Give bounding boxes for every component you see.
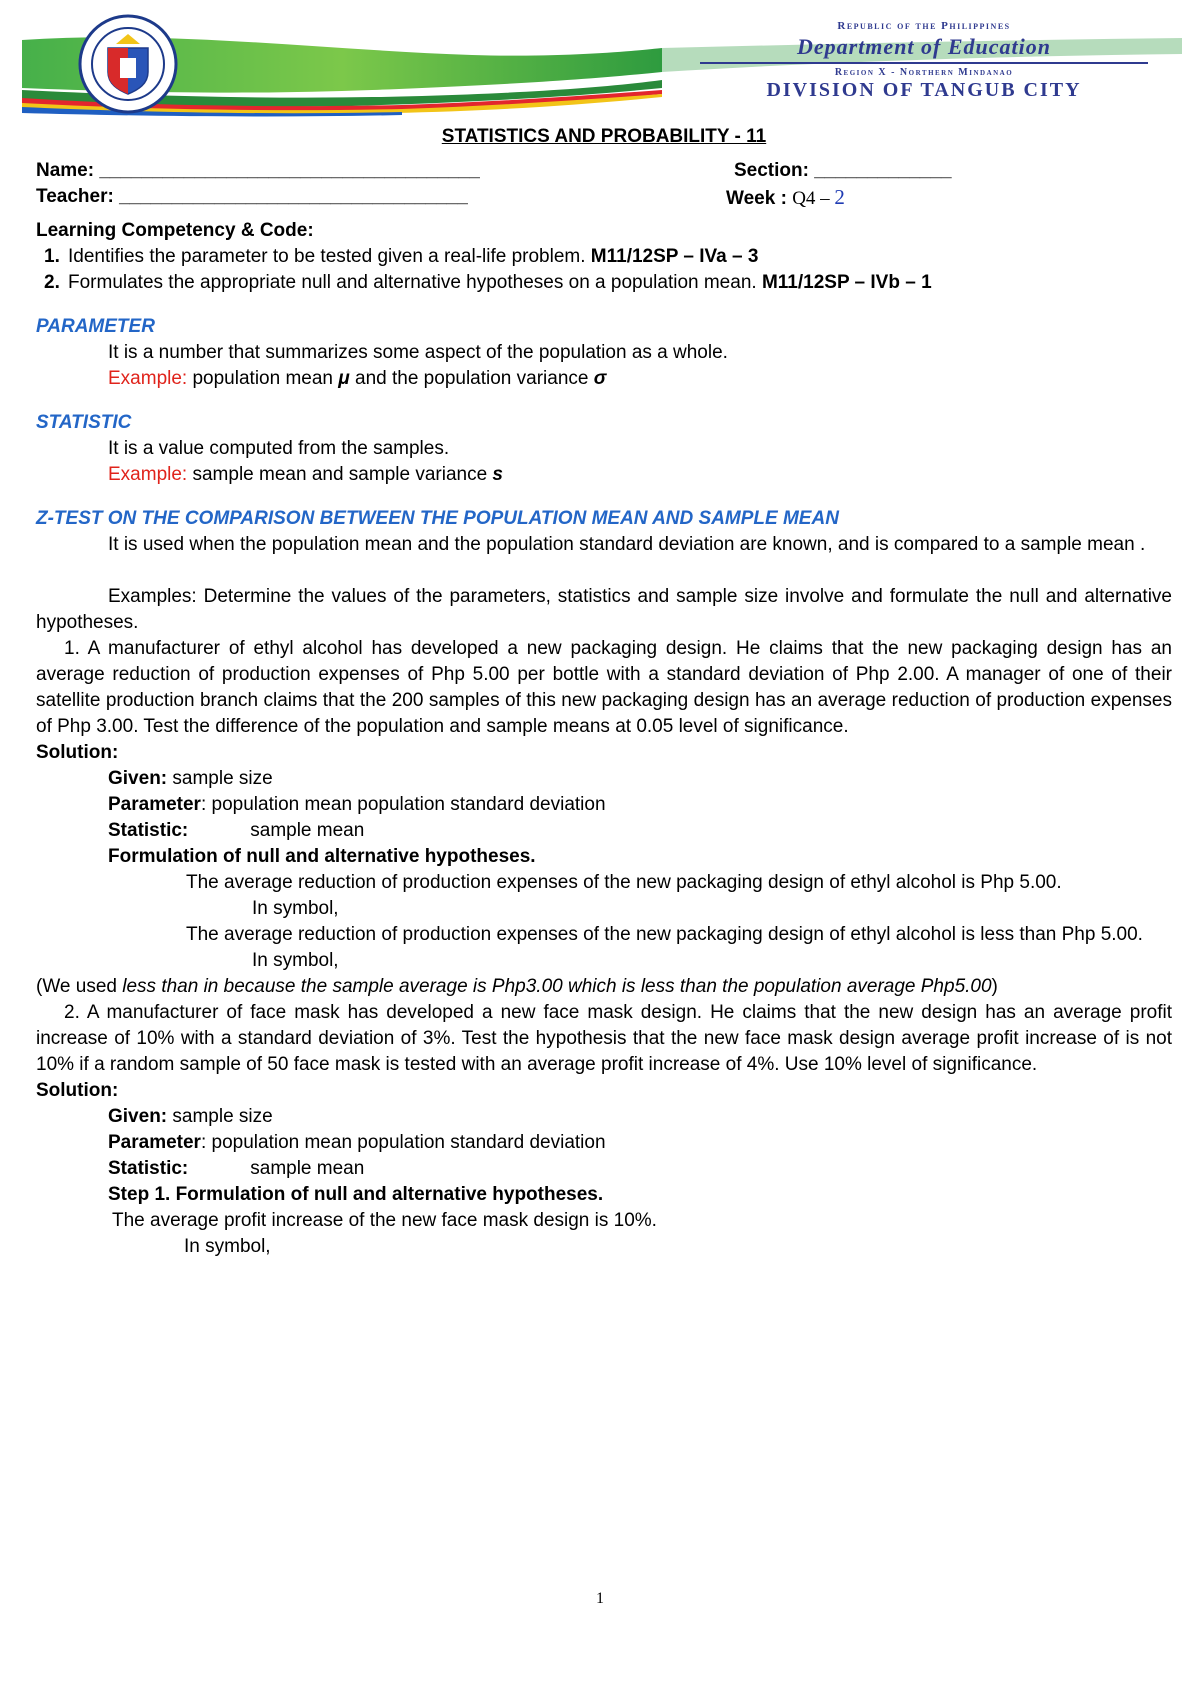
name-field[interactable] bbox=[36, 158, 480, 184]
teacher-line[interactable]: _________________________________ bbox=[119, 186, 468, 207]
given-line bbox=[36, 766, 1172, 792]
note-italic: less than in because the sample average is Php3.00 which is less than the population average Php5.00 bbox=[122, 976, 992, 997]
parameter-text: : population mean population standard deviation bbox=[200, 794, 606, 815]
in-symbol-label: In symbol, bbox=[252, 950, 339, 971]
worksheet-content bbox=[36, 124, 1172, 1260]
page-title: STATISTICS AND PROBABILITY - 11 bbox=[441, 126, 767, 147]
region-label: Region X - Northern Mindanao bbox=[834, 67, 1014, 78]
deped-header bbox=[700, 20, 1148, 102]
section-field[interactable] bbox=[734, 158, 952, 184]
note-text: ) bbox=[991, 976, 998, 997]
null-hypothesis: The average profit increase of the new face mask design is 10%. bbox=[112, 1210, 657, 1231]
student-info bbox=[36, 158, 1172, 210]
week-number: 2 bbox=[834, 185, 845, 209]
statistic-label: Statistic: bbox=[108, 1158, 189, 1179]
competency-item bbox=[40, 244, 1172, 270]
ztest-paragraph: It is used when the population mean and the population standard deviation are known, and is compared to a sample mean . bbox=[108, 534, 1146, 555]
spacer bbox=[36, 558, 1172, 584]
statistic-label: Statistic: bbox=[108, 820, 189, 841]
week-value: Q4 – bbox=[792, 188, 835, 209]
given-label: Given: bbox=[108, 1106, 168, 1127]
statistic-text: sample mean bbox=[250, 1158, 365, 1179]
alternative-hypothesis: The average reduction of production expenses of the new packaging design of ethyl alcohol is less than Php 5.00. bbox=[186, 924, 1143, 945]
section-line[interactable]: _____________ bbox=[814, 160, 952, 181]
competency-code: M11/12SP – IVa – 3 bbox=[590, 246, 759, 267]
parameter-line bbox=[36, 1130, 1172, 1156]
example-text: sample mean and sample variance bbox=[187, 464, 493, 485]
example-text: and the population variance bbox=[349, 368, 594, 389]
example-2-problem: 2. A manufacturer of face mask has developed a new face mask design. He claims that the new design has an average profit increase of 10% with a standard deviation of 3%. Test the hypothesis that the new face mask design average profit increase of is not 10% if a random sample of 50 face mask is tested with an average profit increase of 4%. Use 10% level of significance. bbox=[36, 1002, 1172, 1075]
example-label: Example: bbox=[108, 368, 188, 389]
statistic-example bbox=[36, 462, 1172, 488]
formulation-heading: Formulation of null and alternative hypotheses. bbox=[108, 846, 536, 867]
given-label: Given: bbox=[108, 768, 168, 789]
in-symbol-label: In symbol, bbox=[184, 1236, 271, 1257]
statistic-line bbox=[36, 1156, 1172, 1182]
teacher-label: Teacher: bbox=[36, 186, 120, 207]
page-number: 1 bbox=[596, 1590, 604, 1607]
given-line bbox=[36, 1104, 1172, 1130]
given-text: sample size bbox=[167, 1106, 273, 1127]
example-label: Example: bbox=[108, 464, 188, 485]
competency-number: 2. bbox=[44, 272, 60, 293]
parameter-line bbox=[36, 792, 1172, 818]
competency-number: 1. bbox=[44, 246, 60, 267]
note-text: (We used bbox=[36, 976, 123, 997]
department-label: Department of Education bbox=[700, 34, 1148, 64]
step-1-heading: Step 1. Formulation of null and alternative hypotheses. bbox=[108, 1184, 604, 1205]
republic-label: Republic of the Philippines bbox=[837, 20, 1011, 32]
section-label: Section: bbox=[734, 160, 815, 181]
example-1-problem: 1. A manufacturer of ethyl alcohol has developed a new packaging design. He claims that the new packaging design has an average reduction of production expenses of Php 5.00 per bottle with a standard deviation of Php 2.00. A manager of one of their satellite production branch claims that the 200 samples of this new packaging design has an average reduction of production expenses of Php 3.00. Test the difference of the population and sample means at 0.05 level of significance. bbox=[36, 638, 1172, 737]
mu-symbol: μ bbox=[338, 368, 350, 389]
statistic-text: sample mean bbox=[250, 820, 365, 841]
examples-intro: Examples: Determine the values of the parameters, statistics and sample size involve and formulate the null and alternative hypotheses. bbox=[36, 586, 1172, 633]
example-text: population mean bbox=[187, 368, 339, 389]
parameter-example bbox=[36, 366, 1172, 392]
solution-label: Solution: bbox=[36, 1080, 119, 1101]
parameter-heading: PARAMETER bbox=[36, 316, 155, 337]
statistic-heading: STATISTIC bbox=[36, 412, 132, 433]
parameter-label: Parameter bbox=[108, 794, 201, 815]
given-text: sample size bbox=[167, 768, 273, 789]
parameter-text: : population mean population standard deviation bbox=[200, 1132, 606, 1153]
competency-text: Formulates the appropriate null and alternative hypotheses on a population mean. bbox=[68, 272, 762, 293]
week-field bbox=[726, 184, 845, 212]
name-line[interactable]: ____________________________________ bbox=[99, 160, 480, 181]
competency-heading: Learning Competency & Code: bbox=[36, 220, 314, 241]
parameter-definition: It is a number that summarizes some aspect of the population as a whole. bbox=[108, 342, 728, 363]
week-label: Week : bbox=[726, 188, 793, 209]
s-symbol: s bbox=[492, 464, 503, 485]
competency-item bbox=[40, 270, 1172, 296]
division-label: DIVISION OF TANGUB CITY bbox=[766, 79, 1082, 101]
name-label: Name: bbox=[36, 160, 100, 181]
in-symbol-label: In symbol, bbox=[252, 898, 339, 919]
null-hypothesis: The average reduction of production expenses of the new packaging design of ethyl alcohol is Php 5.00. bbox=[186, 872, 1062, 893]
teacher-field[interactable] bbox=[36, 184, 468, 210]
statistic-definition: It is a value computed from the samples. bbox=[108, 438, 450, 459]
deped-seal-icon bbox=[78, 14, 178, 114]
sigma-symbol: σ bbox=[593, 368, 607, 389]
statistic-line bbox=[36, 818, 1172, 844]
competency-code: M11/12SP – IVb – 1 bbox=[761, 272, 932, 293]
hypothesis-note bbox=[36, 974, 1172, 1000]
solution-label: Solution: bbox=[36, 742, 119, 763]
ztest-heading: Z-TEST ON THE COMPARISON BETWEEN THE POPULATION MEAN AND SAMPLE MEAN bbox=[36, 508, 839, 529]
parameter-label: Parameter bbox=[108, 1132, 201, 1153]
competency-text: Identifies the parameter to be tested given a real-life problem. bbox=[68, 246, 591, 267]
